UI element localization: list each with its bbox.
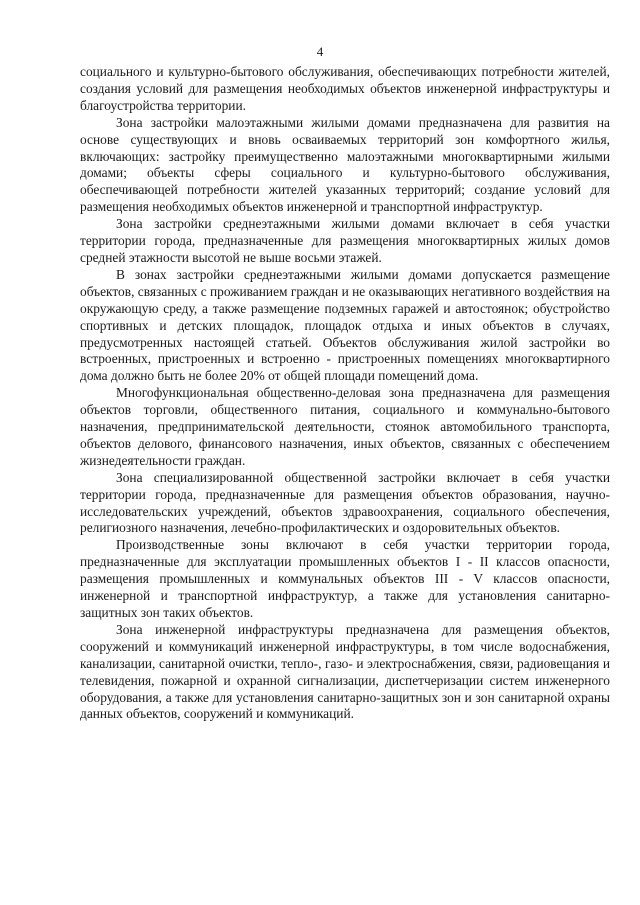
paragraph-8: Зона инженерной инфраструктуры предназначена для размещения объектов, сооружений и коммуникаций инженерной инфраструктуры, в том числе водоснабжения, канализации, санитарной очистки, тепло-, газо- и электроснабжения, связи, радиовещания и телевидения, пожарной и охранной сигнализации, диспетчеризации систем инженерного оборудования, а также для установления санитарно-защитных зон и зон санитарной охраны данных объектов, сооружений и коммуникаций. bbox=[80, 621, 610, 722]
paragraph-6: Зона специализированной общественной застройки включает в себя участки территории города, предназначенные для размещения объектов образования, научно-исследовательских учреждений, объектов здравоохранения, социального обеспечения, религиозного назначения, лечебно-профилактических и оздоровительных объектов. bbox=[80, 469, 610, 536]
page-number: 4 bbox=[316, 44, 324, 59]
paragraph-7: Производственные зоны включают в себя участки территории города, предназначенные для эксплуатации промышленных объектов I - II классов опасности, размещения промышленных и коммунальных объектов III - V классов опасности, инженерной и транспортной инфраструктур, а также для установления санитарно-защитных зон таких объектов. bbox=[80, 537, 610, 620]
paragraph-4: В зонах застройки среднеэтажными жилыми домами допускается размещение объектов, связанных с проживанием граждан и не оказывающих негативного воздействия на окружающую среду, а также размещение подземных гаражей и автостоянок; обустройство спортивных и детских площадок, площадок отдыха и иных объектов в случаях, предусмотренных настоящей статьей. Объектов обслуживания жилой застройки во встроенных, пристроенных и встроенно - пристроенных помещениях многоквартирного дома должно быть не более 20% от общей площади помещений дома. bbox=[80, 266, 610, 384]
paragraph-3: Зона застройки среднеэтажными жилыми домами включает в себя участки территории города, предназначенные для размещения многоквартирных жилых домов средней этажности высотой не выше восьми этажей. bbox=[80, 216, 610, 265]
paragraph-2: Зона застройки малоэтажными жилыми домами предназначена для развития на основе существующих и вновь осваиваемых территорий зон комфортного жилья, включающих: застройку преимущественно малоэтажными многоквартирными жилыми домами; объекты сферы социального и культурно-бытового обслуживания, обеспечивающей потребности жителей указанных территорий; создание условий для размещения необходимых объектов инженерной и транспортной инфраструктур. bbox=[80, 114, 610, 215]
paragraph-5: Многофункциональная общественно-деловая зона предназначена для размещения объектов торговли, общественного питания, социального и коммунально-бытового назначения, предпринимательской деятельности, стоянок автомобильного транспорта, объектов делового, финансового назначения, иных объектов, связанных с обеспечением жизнедеятельности граждан. bbox=[80, 385, 610, 468]
document-body bbox=[80, 64, 610, 723]
paragraph-1: социального и культурно-бытового обслуживания, обеспечивающих потребности жителей, создания условий для размещения необходимых объектов инженерной инфраструктуры и благоустройства территории. bbox=[80, 64, 610, 113]
